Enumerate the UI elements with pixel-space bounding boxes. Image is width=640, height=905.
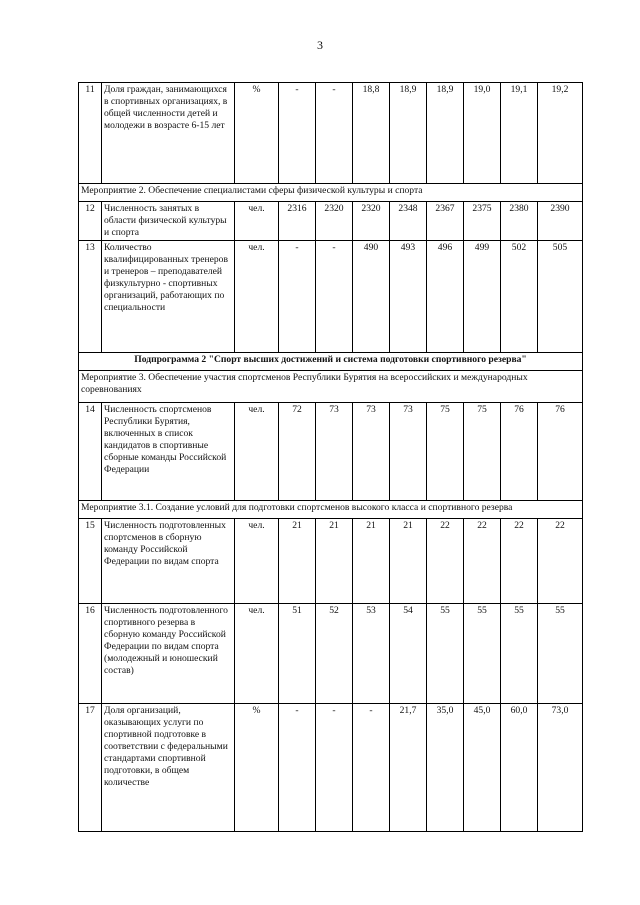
value-cell: 45,0 xyxy=(464,704,501,832)
row-number: 17 xyxy=(79,704,102,832)
table-row xyxy=(79,519,583,604)
value-cell: 54 xyxy=(390,604,427,704)
value-cell: 21 xyxy=(390,519,427,604)
value-cell: - xyxy=(353,704,390,832)
value-cell: 52 xyxy=(316,604,353,704)
value-cell: 55 xyxy=(427,604,464,704)
indicator-name: Численность подготовленных спортсменов в сборную команду Российской Федерации по видам спорта xyxy=(102,519,235,604)
unit-cell: чел. xyxy=(235,241,279,353)
page-number: 3 xyxy=(317,38,323,52)
indicators-table xyxy=(78,82,583,832)
indicator-name: Численность занятых в области физической культуры и спорта xyxy=(102,202,235,241)
value-cell: 22 xyxy=(427,519,464,604)
value-cell: 73 xyxy=(353,403,390,501)
row-number: 12 xyxy=(79,202,102,241)
value-cell: 76 xyxy=(538,403,583,501)
value-cell: - xyxy=(316,704,353,832)
value-cell: 19,1 xyxy=(501,83,538,184)
table-row xyxy=(79,241,583,353)
value-cell: - xyxy=(279,83,316,184)
value-cell: 35,0 xyxy=(427,704,464,832)
unit-cell: чел. xyxy=(235,519,279,604)
row-number: 15 xyxy=(79,519,102,604)
value-cell: 496 xyxy=(427,241,464,353)
value-cell: 76 xyxy=(501,403,538,501)
value-cell: 2380 xyxy=(501,202,538,241)
value-cell: 75 xyxy=(427,403,464,501)
measure-heading: Мероприятие 3.1. Создание условий для подготовки спортсменов высокого класса и спортивного резерва xyxy=(79,501,583,519)
value-cell: 493 xyxy=(390,241,427,353)
value-cell: 55 xyxy=(538,604,583,704)
value-cell: 2316 xyxy=(279,202,316,241)
value-cell: 2320 xyxy=(353,202,390,241)
value-cell: 2390 xyxy=(538,202,583,241)
value-cell: 499 xyxy=(464,241,501,353)
value-cell: 55 xyxy=(464,604,501,704)
value-cell: 2367 xyxy=(427,202,464,241)
value-cell: 502 xyxy=(501,241,538,353)
value-cell: 490 xyxy=(353,241,390,353)
unit-cell: чел. xyxy=(235,202,279,241)
value-cell: - xyxy=(279,704,316,832)
measure-heading: Мероприятие 2. Обеспечение специалистами сферы физической культуры и спорта xyxy=(79,184,583,202)
value-cell: 55 xyxy=(501,604,538,704)
indicator-name: Доля организаций, оказывающих услуги по спортивной подготовке в соответствии с федеральными стандартами спортивной подготовки, в общем количестве xyxy=(102,704,235,832)
value-cell: 53 xyxy=(353,604,390,704)
subprogram-heading: Подпрограмма 2 "Спорт высших достижений и система подготовки спортивного резерва" xyxy=(79,353,583,371)
value-cell: 19,2 xyxy=(538,83,583,184)
section-row xyxy=(79,371,583,403)
value-cell: 73,0 xyxy=(538,704,583,832)
value-cell: 2320 xyxy=(316,202,353,241)
value-cell: 22 xyxy=(538,519,583,604)
value-cell: - xyxy=(316,241,353,353)
value-cell: 21 xyxy=(316,519,353,604)
value-cell: 73 xyxy=(316,403,353,501)
table-row xyxy=(79,604,583,704)
value-cell: 75 xyxy=(464,403,501,501)
indicator-name: Численность подготовленного спортивного резерва в сборную команду Российской Федерации по видам спорта (молодежный и юношеский состав) xyxy=(102,604,235,704)
row-number: 13 xyxy=(79,241,102,353)
value-cell: - xyxy=(279,241,316,353)
table-row xyxy=(79,83,583,184)
unit-cell: чел. xyxy=(235,403,279,501)
value-cell: 18,9 xyxy=(390,83,427,184)
value-cell: 73 xyxy=(390,403,427,501)
value-cell: 18,8 xyxy=(353,83,390,184)
unit-cell: чел. xyxy=(235,604,279,704)
unit-cell: % xyxy=(235,704,279,832)
value-cell: 60,0 xyxy=(501,704,538,832)
row-number: 16 xyxy=(79,604,102,704)
table-row xyxy=(79,403,583,501)
value-cell: 51 xyxy=(279,604,316,704)
value-cell: 22 xyxy=(464,519,501,604)
value-cell: 21,7 xyxy=(390,704,427,832)
indicator-name: Доля граждан, занимающихся в спортивных организациях, в общей численности детей и молодежи в возрасте 6-15 лет xyxy=(102,83,235,184)
measure-heading: Мероприятие 3. Обеспечение участия спортсменов Республики Бурятия на всероссийских и международных соревнованиях xyxy=(79,371,583,403)
value-cell: 505 xyxy=(538,241,583,353)
value-cell: 19,0 xyxy=(464,83,501,184)
value-cell: 21 xyxy=(279,519,316,604)
value-cell: 2375 xyxy=(464,202,501,241)
subprogram-row xyxy=(79,353,583,371)
value-cell: 18,9 xyxy=(427,83,464,184)
value-cell: 72 xyxy=(279,403,316,501)
section-row xyxy=(79,184,583,202)
table-row xyxy=(79,704,583,832)
row-number: 11 xyxy=(79,83,102,184)
indicator-name: Численность спортсменов Республики Бурятия, включенных в список кандидатов в спортивные сборные команды Российской Федерации xyxy=(102,403,235,501)
table-row xyxy=(79,202,583,241)
value-cell: 22 xyxy=(501,519,538,604)
indicator-name: Количество квалифицированных тренеров и тренеров – преподавателей физкультурно - спортивных организаций, работающих по специальности xyxy=(102,241,235,353)
row-number: 14 xyxy=(79,403,102,501)
value-cell: 2348 xyxy=(390,202,427,241)
value-cell: 21 xyxy=(353,519,390,604)
section-row xyxy=(79,501,583,519)
value-cell: - xyxy=(316,83,353,184)
unit-cell: % xyxy=(235,83,279,184)
